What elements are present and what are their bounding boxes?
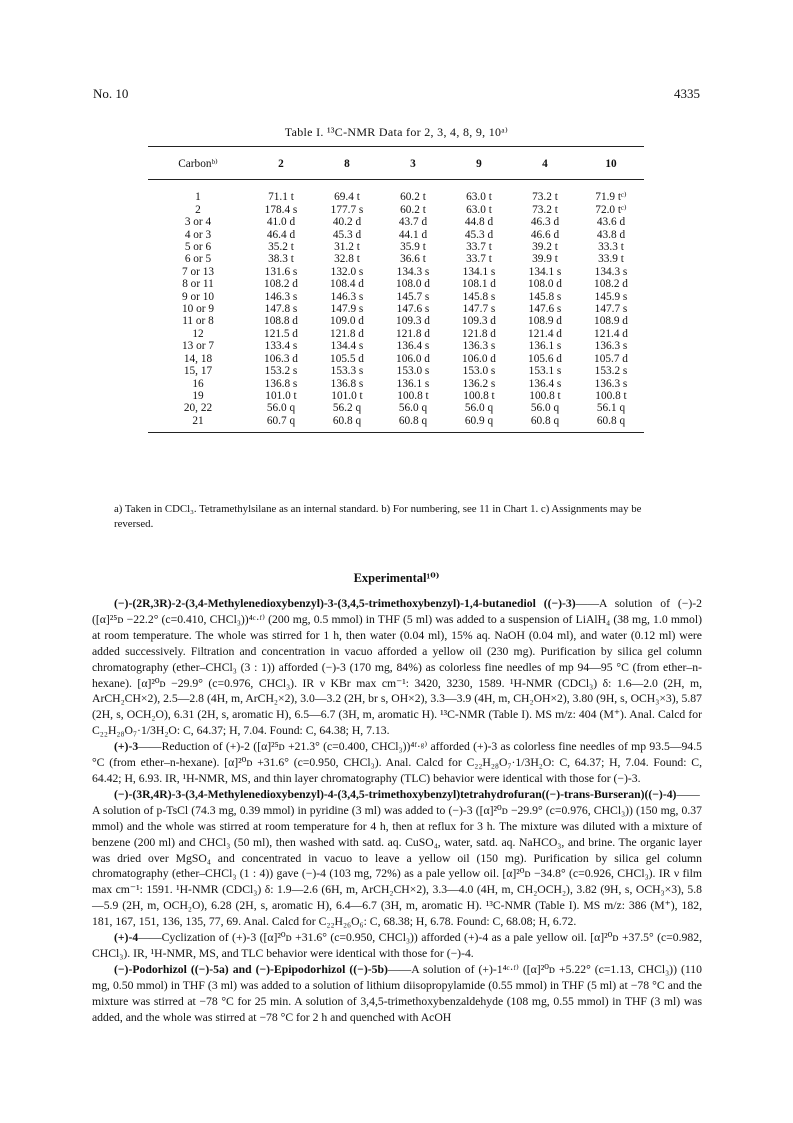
shift-value-cell: 101.0 t <box>331 389 363 402</box>
shift-value-cell: 43.7 d <box>398 216 428 229</box>
shift-value-cell: 60.2 t <box>400 203 426 216</box>
paragraph <box>92 787 702 930</box>
shift-value-cell: 36.6 t <box>400 253 426 266</box>
shift-value-cell: 56.0 q <box>266 402 296 415</box>
shift-value-cell: 134.4 s <box>330 340 364 353</box>
table-row <box>148 180 644 204</box>
shift-value-cell: 153.0 s <box>462 365 496 378</box>
carbon-position-cell: 7 or 13 <box>181 265 214 278</box>
shift-value-cell: 31.2 t <box>334 241 360 254</box>
paragraph <box>92 962 702 1026</box>
shift-value-cell: 145.8 s <box>462 290 496 303</box>
shift-value-cell: 100.8 t <box>529 389 561 402</box>
column-header: 10 <box>578 147 644 180</box>
shift-value-cell: 105.5 d <box>330 352 364 365</box>
table-header-row <box>148 147 644 180</box>
shift-value-cell: 108.8 d <box>264 315 298 328</box>
carbon-position-cell: 1 <box>195 191 201 204</box>
compound-heading: (−)-Podorhizol ((−)-5a) and (−)-Epipodorhizol ((−)-5b) <box>114 962 388 976</box>
shift-value-cell: 108.2 d <box>264 278 298 291</box>
table-row <box>148 315 644 327</box>
table-row <box>148 241 644 253</box>
shift-value-cell: 71.1 t <box>268 191 294 204</box>
carbon-position-cell: 14, 18 <box>183 352 213 365</box>
shift-value-cell: 39.9 t <box>532 253 558 266</box>
shift-value-cell: 106.0 d <box>396 352 430 365</box>
shift-value-cell: 136.8 s <box>330 377 364 390</box>
shift-value-cell: 60.7 q <box>248 415 314 433</box>
shift-value-cell: 108.0 d <box>396 278 430 291</box>
compound-heading: (+)-3 <box>114 740 139 754</box>
shift-value-cell: 146.3 s <box>330 290 364 303</box>
shift-value-cell: 108.9 d <box>594 315 628 328</box>
carbon-position-cell: 19 <box>192 389 204 402</box>
shift-value-cell: 60.8 q <box>512 415 578 433</box>
carbon-position-cell: 11 or 8 <box>182 315 214 328</box>
shift-value-cell: 145.7 s <box>396 290 430 303</box>
table-row <box>148 402 644 414</box>
shift-value-cell: 43.8 d <box>596 228 626 241</box>
paragraph <box>92 596 702 739</box>
carbon-position-cell: 16 <box>192 377 204 390</box>
shift-value-cell: 63.0 t <box>466 203 492 216</box>
table-row <box>148 365 644 377</box>
shift-value-cell: 60.8 q <box>578 415 644 433</box>
shift-value-cell: 136.8 s <box>264 377 298 390</box>
shift-value-cell: 56.0 q <box>398 402 428 415</box>
column-header-carbon: Carbonᵇ⁾ <box>148 147 248 180</box>
paragraph-text: ——A solution of (−)-2 ([α]²⁵ᴅ −22.2° (c=0.410, CHCl₃))⁴ᶜ·ᶠ⁾ (200 mg, 0.5 mmol) in THF (5 ml) was added to a suspension of LiAlH₄ (38 mg, 1.0 mmol) at room temperature. The whole was stirred for 1 h, then water (0.04 ml), 15% aq. NaOH (0.04 ml), and water (0.12 ml) were added successively. Filtration and concentration in vacuo afforded a yellow oil (230 mg). Purification by silica gel column chromatography (ether–CHCl₃ (3 : 1)) afforded (−)-3 (170 mg, 84%) as colorless fine needles of mp 94—95 °C (from ether–n-hexane). [α]²⁰ᴅ −29.9° (c=0.976, CHCl₃). IR ν KBr max cm⁻¹: 3420, 3230, 1589. ¹H-NMR (CDCl₃) δ: 1.6—2.0 (2H, m, ArCH₂CH×2), 2.5—2.8 (4H, m, ArCH₂×2), 3.0—3.2 (2H, br s, OH×2), 3.3—3.9 (4H, m, CH₂OH×2), 3.80 (9H, s, OCH₃×3), 5.87 (2H, s, OCH₂O), 6.31 (2H, s, aromatic H), 6.5—6.7 (3H, m, aromatic H). ¹³C-NMR (Table I). MS m/z: 404 (M⁺). Anal. Calcd for C₂₂H₂₈O₇·1/3H₂O: C, 64.37; H, 7.04. Found: C, 64.38; H, 7.13. <box>92 597 703 738</box>
shift-value-cell: 56.1 q <box>596 402 626 415</box>
table-row <box>148 390 644 402</box>
carbon-position-cell: 6 or 5 <box>184 253 212 266</box>
shift-value-cell: 45.3 d <box>332 228 362 241</box>
table-row <box>148 278 644 290</box>
compound-heading: (+)-4 <box>114 931 139 945</box>
shift-value-cell: 121.8 d <box>462 327 496 340</box>
experimental-body <box>92 596 702 1025</box>
carbon-position-cell: 12 <box>192 327 204 340</box>
shift-value-cell: 44.8 d <box>464 216 494 229</box>
shift-value-cell: 105.6 d <box>528 352 562 365</box>
shift-value-cell: 33.3 t <box>598 241 624 254</box>
shift-value-cell: 121.8 d <box>396 327 430 340</box>
shift-value-cell: 109.3 d <box>396 315 430 328</box>
shift-value-cell: 147.8 s <box>264 303 298 316</box>
shift-value-cell: 106.3 d <box>264 352 298 365</box>
shift-value-cell: 147.6 s <box>528 303 562 316</box>
shift-value-cell: 146.3 s <box>264 290 298 303</box>
shift-value-cell: 100.8 t <box>463 389 495 402</box>
shift-value-cell: 121.4 d <box>528 327 562 340</box>
shift-value-cell: 145.8 s <box>528 290 562 303</box>
shift-value-cell: 43.6 d <box>596 216 626 229</box>
shift-value-cell: 121.4 d <box>594 327 628 340</box>
compound-heading: (−)-(2R,3R)-2-(3,4-Methylenedioxybenzyl)-3-(3,4,5-trimethoxybenzyl)-1,4-butanediol ((−)-3) <box>114 597 576 610</box>
carbon-position-cell: 13 or 7 <box>181 340 214 353</box>
shift-value-cell: 147.7 s <box>594 303 628 316</box>
page-number: 4335 <box>674 86 700 101</box>
shift-value-cell: 56.2 q <box>332 402 362 415</box>
table-row <box>148 229 644 241</box>
column-header: 8 <box>314 147 380 180</box>
shift-value-cell: 134.1 s <box>462 265 496 278</box>
table-row <box>148 303 644 315</box>
shift-value-cell: 38.3 t <box>268 253 294 266</box>
shift-value-cell: 153.2 s <box>264 365 298 378</box>
shift-value-cell: 153.0 s <box>396 365 430 378</box>
section-title-experimental: Experimental¹⁰⁾ <box>353 571 440 585</box>
shift-value-cell: 147.9 s <box>330 303 364 316</box>
running-header-journal-number: No. 10 <box>93 86 129 101</box>
table-footnote: a) Taken in CDCl₃. Tetramethylsilane as an internal standard. b) For numbering, see 11 in Chart 1. c) Assignments may be reversed. <box>114 503 642 530</box>
shift-value-cell: 46.3 d <box>530 216 560 229</box>
table-row <box>148 378 644 390</box>
shift-value-cell: 108.9 d <box>528 315 562 328</box>
shift-value-cell: 73.2 t <box>532 191 558 204</box>
shift-value-cell: 147.7 s <box>462 303 496 316</box>
shift-value-cell: 101.0 t <box>265 389 297 402</box>
shift-value-cell: 56.0 q <box>464 402 494 415</box>
shift-value-cell: 106.0 d <box>462 352 496 365</box>
paragraph-text: ——Reduction of (+)-2 ([α]²⁵ᴅ +21.3° (c=0.400, CHCl₃))⁴ᶠ·ᵍ⁾ afforded (+)-3 as colorless fine needles of mp 93.5—94.5 °C (from ether–n-hexane). [α]²⁰ᴅ +31.6° (c=0.950, CHCl₃). Anal. Calcd for C₂₂H₂₈O₇·1/3H₂O: C, 64.37; H, 7.04. Found: C, 64.42; H, 6.93. IR, ¹H-NMR, MS, and thin layer chromatography (TLC) behavior were identical with those for (−)-3. <box>92 740 702 785</box>
shift-value-cell: 108.1 d <box>462 278 496 291</box>
carbon-position-cell: 15, 17 <box>183 365 213 378</box>
shift-value-cell: 35.2 t <box>268 241 294 254</box>
shift-value-cell: 60.8 q <box>314 415 380 433</box>
table-row <box>148 291 644 303</box>
column-header: 2 <box>248 147 314 180</box>
shift-value-cell: 108.4 d <box>330 278 364 291</box>
table-row <box>148 266 644 278</box>
shift-value-cell: 33.9 t <box>598 253 624 266</box>
shift-value-cell: 46.4 d <box>266 228 296 241</box>
shift-value-cell: 72.0 tᶜ⁾ <box>595 203 627 216</box>
table-row <box>148 216 644 228</box>
shift-value-cell: 100.8 t <box>595 389 627 402</box>
shift-value-cell: 39.2 t <box>532 241 558 254</box>
shift-value-cell: 60.8 q <box>380 415 446 433</box>
paragraph <box>92 930 702 962</box>
carbon-position-cell: 3 or 4 <box>184 216 212 229</box>
paragraph-text: ——A solution of p-TsCl (74.3 mg, 0.39 mmol) in pyridine (3 ml) was added to (−)-3 ([α]²⁰ᴅ −29.9° (c=0.976, CHCl₃)) (150 mg, 0.37 mmol) and the whole was stirred at room temperature for 4 h, then at reflux for 3 h. The mixture was diluted with a mixture of benzene (200 ml) and CHCl₃ (50 ml), then washed with satd. aq. CuSO₄, water, satd. aq. NaHCO₃, and brine. The organic layer was dried over MgSO₄ and concentrated in vacuo to leave a yellow oil (150 mg). Purification by silica gel column chromatography (ether–CHCl₃ (1 : 4)) gave (−)-4 (103 mg, 72%) as a pale yellow oil. [α]²⁰ᴅ −34.8° (c=0.926, CHCl₃). IR ν film max cm⁻¹: 1591. ¹H-NMR (CDCl₃) δ: 1.9—2.6 (6H, m, ArCH₂CH×2), 3.3—4.0 (4H, m, CH₂OCH₂), 3.82 (9H, s, OCH₃×3), 5.8—5.9 (2H, m, OCH₂O), 6.28 (2H, s, aromatic H), 6.4—6.7 (3H, m, aromatic H). ¹³C-NMR (Table I). MS m/z: 386 (M⁺), 182, 181, 167, 151, 136, 135, 77, 69. Anal. Calcd for C₂₂H₂₆O₆: C, 68.38; H, 6.78. Found: C, 68.08; H, 6.72. <box>92 787 702 929</box>
shift-value-cell: 134.3 s <box>396 265 430 278</box>
compound-heading: (−)-(3R,4R)-3-(3,4-Methylenedioxybenzyl)-4-(3,4,5-trimethoxybenzyl)tetrahydrofuran((−)-trans-Burseran)((−)-4) <box>114 787 677 801</box>
shift-value-cell: 153.3 s <box>330 365 364 378</box>
table-row <box>148 328 644 340</box>
table-row <box>148 415 644 433</box>
shift-value-cell: 33.7 t <box>466 253 492 266</box>
paragraph-text: ——A solution of (+)-1⁴ᶜ·ᶠ⁾ ([α]²⁰ᴅ +5.22° (c=1.13, CHCl₃)) (110 mg, 0.50 mmol) in THF (3 ml) was added to a solution of lithium diisopropylamide (0.55 mmol) in THF (5 ml) at −78 °C and the mixture was stirred at −78 °C for 25 min. A solution of 3,4,5-trimethoxybenzaldehyde (108 mg, 0.55 mmol) in THF (3 ml) was added, and the whole was stirred at −78 °C for 2 h and quenched with AcOH <box>92 962 702 1024</box>
shift-value-cell: 56.0 q <box>530 402 560 415</box>
paragraph <box>92 739 702 787</box>
shift-value-cell: 60.9 q <box>446 415 512 433</box>
shift-value-cell: 69.4 t <box>334 191 360 204</box>
shift-value-cell: 109.3 d <box>462 315 496 328</box>
shift-value-cell: 45.3 d <box>464 228 494 241</box>
shift-value-cell: 134.3 s <box>594 265 628 278</box>
table-row <box>148 353 644 365</box>
shift-value-cell: 32.8 t <box>334 253 360 266</box>
shift-value-cell: 33.7 t <box>466 241 492 254</box>
paragraph-text: ——Cyclization of (+)-3 ([α]²⁰ᴅ +31.6° (c=0.950, CHCl₃)) afforded (+)-4 as a pale yellow oil. [α]²⁰ᴅ +37.5° (c=0.982, CHCl₃). IR, ¹H-NMR, MS, and TLC behavior were identical with those for (−)-4. <box>92 931 702 960</box>
table-row <box>148 253 644 265</box>
shift-value-cell: 136.1 s <box>528 340 562 353</box>
shift-value-cell: 134.1 s <box>528 265 562 278</box>
shift-value-cell: 136.4 s <box>528 377 562 390</box>
carbon-position-cell: 10 or 9 <box>181 303 214 316</box>
shift-value-cell: 178.4 s <box>264 203 298 216</box>
shift-value-cell: 136.3 s <box>462 340 496 353</box>
shift-value-cell: 44.1 d <box>398 228 428 241</box>
shift-value-cell: 109.0 d <box>330 315 364 328</box>
carbon-position-cell: 20, 22 <box>183 402 213 415</box>
shift-value-cell: 145.9 s <box>594 290 628 303</box>
carbon-position-cell: 5 or 6 <box>184 241 212 254</box>
carbon-position-cell: 2 <box>195 203 201 216</box>
shift-value-cell: 177.7 s <box>330 203 364 216</box>
shift-value-cell: 133.4 s <box>264 340 298 353</box>
shift-value-cell: 100.8 t <box>397 389 429 402</box>
carbon-position-cell: 9 or 10 <box>181 290 214 303</box>
column-header: 3 <box>380 147 446 180</box>
table-caption: Table I. ¹³C-NMR Data for 2, 3, 4, 8, 9, 10ᵃ⁾ <box>284 125 509 139</box>
shift-value-cell: 153.2 s <box>594 365 628 378</box>
column-header: 9 <box>446 147 512 180</box>
table-row <box>148 340 644 352</box>
table-row <box>148 204 644 216</box>
shift-value-cell: 136.3 s <box>594 377 628 390</box>
carbon-position-cell: 21 <box>148 415 248 433</box>
shift-value-cell: 108.2 d <box>594 278 628 291</box>
shift-value-cell: 147.6 s <box>396 303 430 316</box>
shift-value-cell: 63.0 t <box>466 191 492 204</box>
shift-value-cell: 136.2 s <box>462 377 496 390</box>
carbon-position-cell: 4 or 3 <box>184 228 212 241</box>
carbon-position-cell: 8 or 11 <box>182 278 214 291</box>
shift-value-cell: 153.1 s <box>528 365 562 378</box>
shift-value-cell: 136.1 s <box>396 377 430 390</box>
shift-value-cell: 60.2 t <box>400 191 426 204</box>
shift-value-cell: 41.0 d <box>266 216 296 229</box>
shift-value-cell: 73.2 t <box>532 203 558 216</box>
shift-value-cell: 132.0 s <box>330 265 364 278</box>
shift-value-cell: 46.6 d <box>530 228 560 241</box>
nmr-data-table <box>148 146 644 433</box>
shift-value-cell: 136.4 s <box>396 340 430 353</box>
shift-value-cell: 131.6 s <box>264 265 298 278</box>
column-header: 4 <box>512 147 578 180</box>
shift-value-cell: 71.9 tᶜ⁾ <box>595 191 627 204</box>
shift-value-cell: 105.7 d <box>594 352 628 365</box>
shift-value-cell: 40.2 d <box>332 216 362 229</box>
shift-value-cell: 136.3 s <box>594 340 628 353</box>
shift-value-cell: 121.8 d <box>330 327 364 340</box>
shift-value-cell: 35.9 t <box>400 241 426 254</box>
shift-value-cell: 121.5 d <box>264 327 298 340</box>
shift-value-cell: 108.0 d <box>528 278 562 291</box>
